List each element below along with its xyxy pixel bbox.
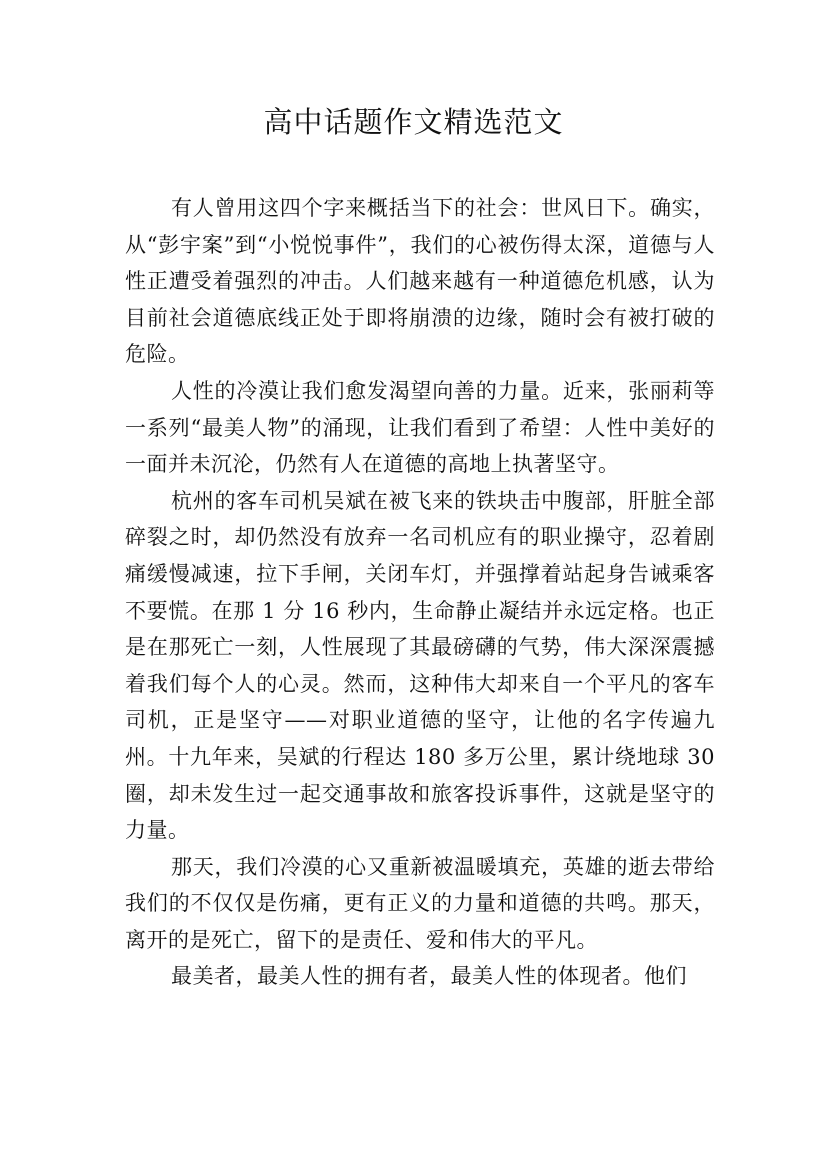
paragraph-4: 那天，我们冷漠的心又重新被温暖填充，英雄的逝去带给我们的不仅仅是伤痛，更有正义的力量和道德的共鸣。那天，离开的是死亡，留下的是责任、爱和伟大的平凡。	[125, 854, 715, 952]
paragraph-2: 人性的冷漠让我们愈发渴望向善的力量。近来，张丽莉等一系列“最美人物”的涌现，让我们看到了希望：人性中美好的一面并未沉沦，仍然有人在道德的高地上执著坚守。	[125, 378, 715, 477]
document-body	[125, 190, 715, 995]
paragraph-3: 杭州的客车司机吴斌在被飞来的铁块击中腹部，肝脏全部碎裂之时，却仍然没有放弃一名司机应有的职业操守，忍着剧痛缓慢减速，拉下手闸，关闭车灯，并强撑着站起身告诫乘客不要慌。在那 1 分 16 秒内，生命静止凝结并永远定格。也正是在那死亡一刻，人性展现了其最磅礴的气势，伟大深深震撼着我们每个人的心灵。然而，这种伟大却来自一个平凡的客车司机，正是坚守——对职业道德的坚守，让他的名字传遍九州。十九年来，吴斌的行程达 180 多万公里，累计绕地球 30 圈，却未发生过一起交通事故和旅客投诉事件，这就是坚守的力量。	[125, 488, 715, 843]
paragraph-1: 有人曾用这四个字来概括当下的社会：世风日下。确实，从“彭宇案”到“小悦悦事件”，我们的心被伤得太深，道德与人性正遭受着强烈的冲击。人们越来越有一种道德危机感，认为目前社会道德底线正处于即将崩溃的边缘，随时会有被打破的危险。	[125, 196, 715, 367]
document-title: 高中话题作文精选范文	[263, 105, 564, 139]
paragraph-5: 最美者，最美人性的拥有者，最美人性的体现者。他们	[171, 964, 687, 989]
